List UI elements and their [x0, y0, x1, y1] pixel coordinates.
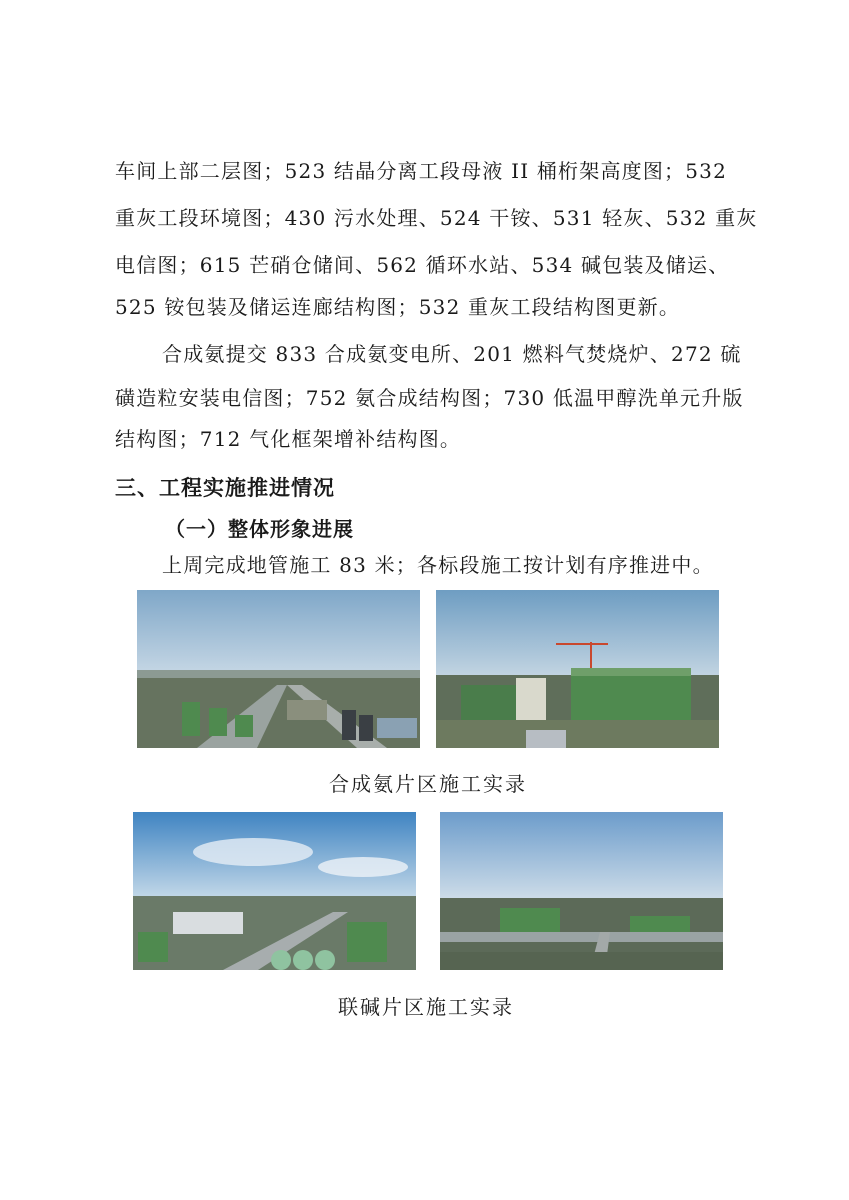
construction-photo-soda-2 — [440, 812, 723, 970]
construction-photo-soda-1 — [133, 812, 416, 970]
text-line: 车间上部二层图；523 结晶分离工段母液 II 桶桁架高度图；532 — [115, 159, 728, 183]
progress-text: 上周完成地管施工 83 米；各标段施工按计划有序推进中。 — [162, 553, 714, 577]
text-line: 磺造粒安装电信图；752 氨合成结构图；730 低温甲醇洗单元升版 — [115, 386, 744, 410]
section-heading: 三、工程实施推进情况 — [115, 476, 335, 500]
caption-ammonia: 合成氨片区施工实录 — [329, 772, 527, 796]
text-line: 525 铵包装及储运连廊结构图；532 重灰工段结构图更新。 — [115, 295, 681, 319]
text-line: 结构图；712 气化框架增补结构图。 — [115, 427, 462, 451]
text-line: 重灰工段环境图；430 污水处理、524 干铵、531 轻灰、532 重灰 — [115, 206, 758, 230]
construction-photo-ammonia-1 — [137, 590, 420, 748]
subsection-heading: （一）整体形象进展 — [165, 517, 354, 541]
text-line: 电信图；615 芒硝仓储间、562 循环水站、534 碱包装及储运、 — [115, 253, 730, 277]
text-line: 合成氨提交 833 合成氨变电所、201 燃料气焚烧炉、272 硫 — [162, 342, 742, 366]
caption-soda: 联碱片区施工实录 — [338, 995, 514, 1019]
construction-photo-ammonia-2 — [436, 590, 719, 748]
